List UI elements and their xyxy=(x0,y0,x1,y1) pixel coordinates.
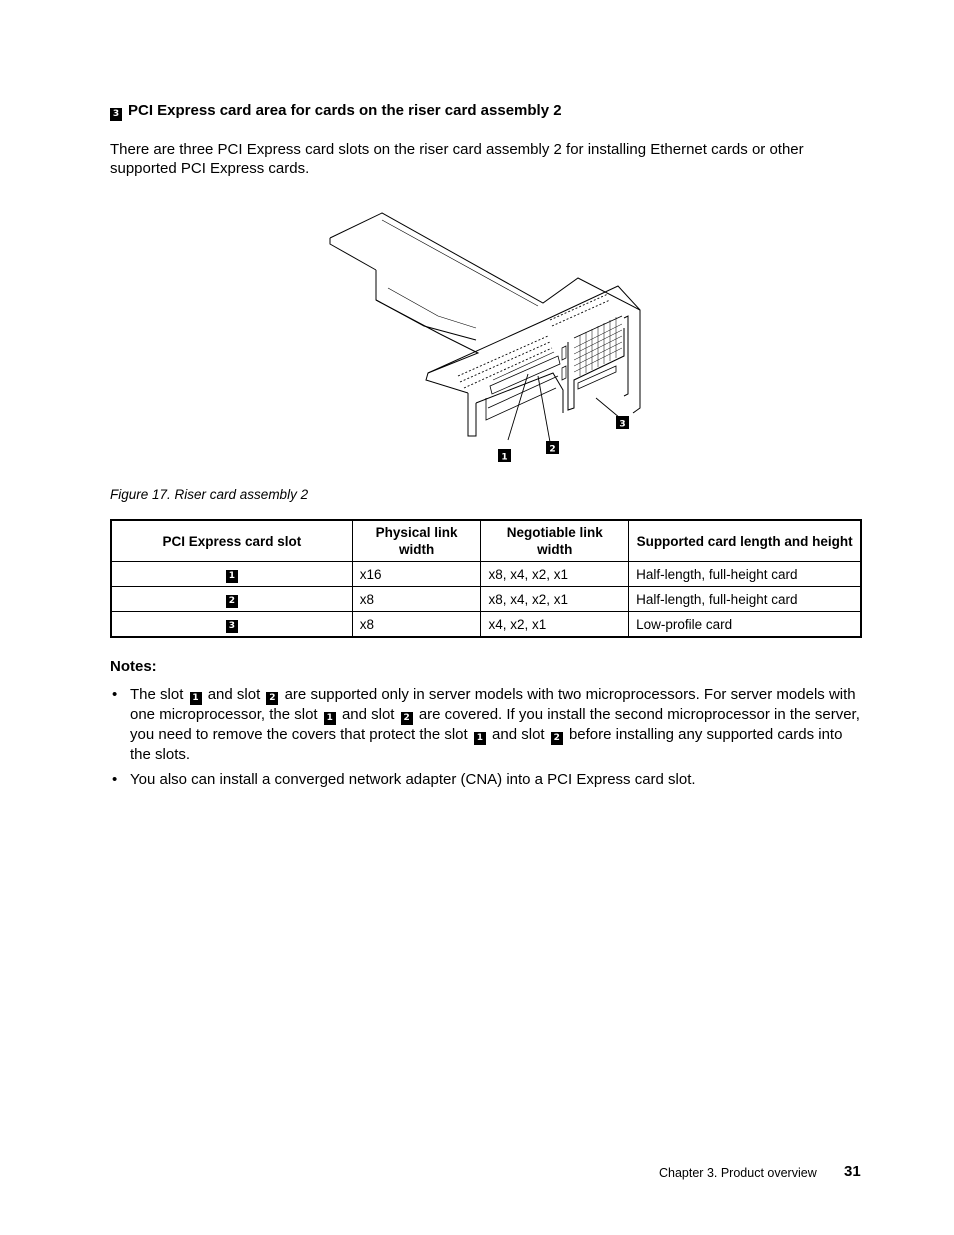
callout-badge: 2 xyxy=(226,595,238,608)
callout-badge: 3 xyxy=(226,620,238,633)
table-header: PCI Express card slot xyxy=(111,520,352,562)
note-text: and slot xyxy=(492,726,545,743)
table-row xyxy=(111,587,861,612)
list-item xyxy=(110,770,860,789)
table-header: Negotiable link width xyxy=(481,520,629,562)
table-header: Physical link width xyxy=(352,520,481,562)
footer-chapter: Chapter 3. Product overview xyxy=(659,1166,817,1180)
table-header-row xyxy=(111,520,861,562)
slot-table xyxy=(110,519,862,638)
table-header: Supported card length and height xyxy=(629,520,861,562)
section-title: PCI Express card area for cards on the riser card assembly 2 xyxy=(128,102,562,119)
intro-paragraph: There are three PCI Express card slots on the riser card assembly 2 for installing Ethernet cards or other supported PCI Express cards. xyxy=(110,141,804,177)
table-cell: Half-length, full-height card xyxy=(629,562,861,587)
table-cell-slot xyxy=(111,587,352,612)
note-text: The slot xyxy=(130,686,184,703)
table-cell: x16 xyxy=(352,562,481,587)
table-cell-slot xyxy=(111,562,352,587)
table-cell: Low-profile card xyxy=(629,612,861,638)
figure-callout-3: 3 xyxy=(619,419,626,430)
table-cell: x4, x2, x1 xyxy=(481,612,629,638)
callout-badge: 1 xyxy=(324,712,336,725)
bullet: • xyxy=(112,686,118,703)
callout-badge: 2 xyxy=(401,712,413,725)
bullet: • xyxy=(112,771,118,788)
callout-badge: 2 xyxy=(266,692,278,705)
note-text: You also can install a converged network adapter (CNA) into a PCI Express card slot. xyxy=(130,771,696,788)
riser-card-figure xyxy=(328,208,648,470)
section-heading xyxy=(110,102,562,121)
notes-list xyxy=(110,685,860,795)
table-row xyxy=(111,562,861,587)
riser-card-illustration xyxy=(328,208,648,470)
page-number: 31 xyxy=(844,1163,861,1180)
figure-caption: Figure 17. Riser card assembly 2 xyxy=(110,487,309,502)
callout-badge: 3 xyxy=(110,108,122,121)
list-item xyxy=(110,685,860,764)
callout-badge: 1 xyxy=(190,692,202,705)
table-cell-slot xyxy=(111,612,352,638)
table-cell: x8, x4, x2, x1 xyxy=(481,587,629,612)
note-text: and slot xyxy=(341,706,395,723)
callout-badge: 2 xyxy=(551,732,563,745)
note-text: and slot xyxy=(207,686,261,703)
notes-heading: Notes: xyxy=(110,658,157,675)
figure-callout-2: 2 xyxy=(549,444,556,455)
callout-badge: 1 xyxy=(226,570,238,583)
table-cell: x8 xyxy=(352,587,481,612)
note-text: before installing any supported cards into the slots. xyxy=(130,726,843,763)
table-row xyxy=(111,612,861,638)
figure-callout-1: 1 xyxy=(501,452,508,463)
callout-badge: 1 xyxy=(474,732,486,745)
note-text: are supported only in server models with two microprocessors. For server models with one microprocessor, the slot xyxy=(130,686,856,723)
table-cell: x8 xyxy=(352,612,481,638)
table-cell: Half-length, full-height card xyxy=(629,587,861,612)
table-cell: x8, x4, x2, x1 xyxy=(481,562,629,587)
note-text: are covered. If you install the second microprocessor in the server, you need to remove the covers that protect the slot xyxy=(130,706,860,743)
